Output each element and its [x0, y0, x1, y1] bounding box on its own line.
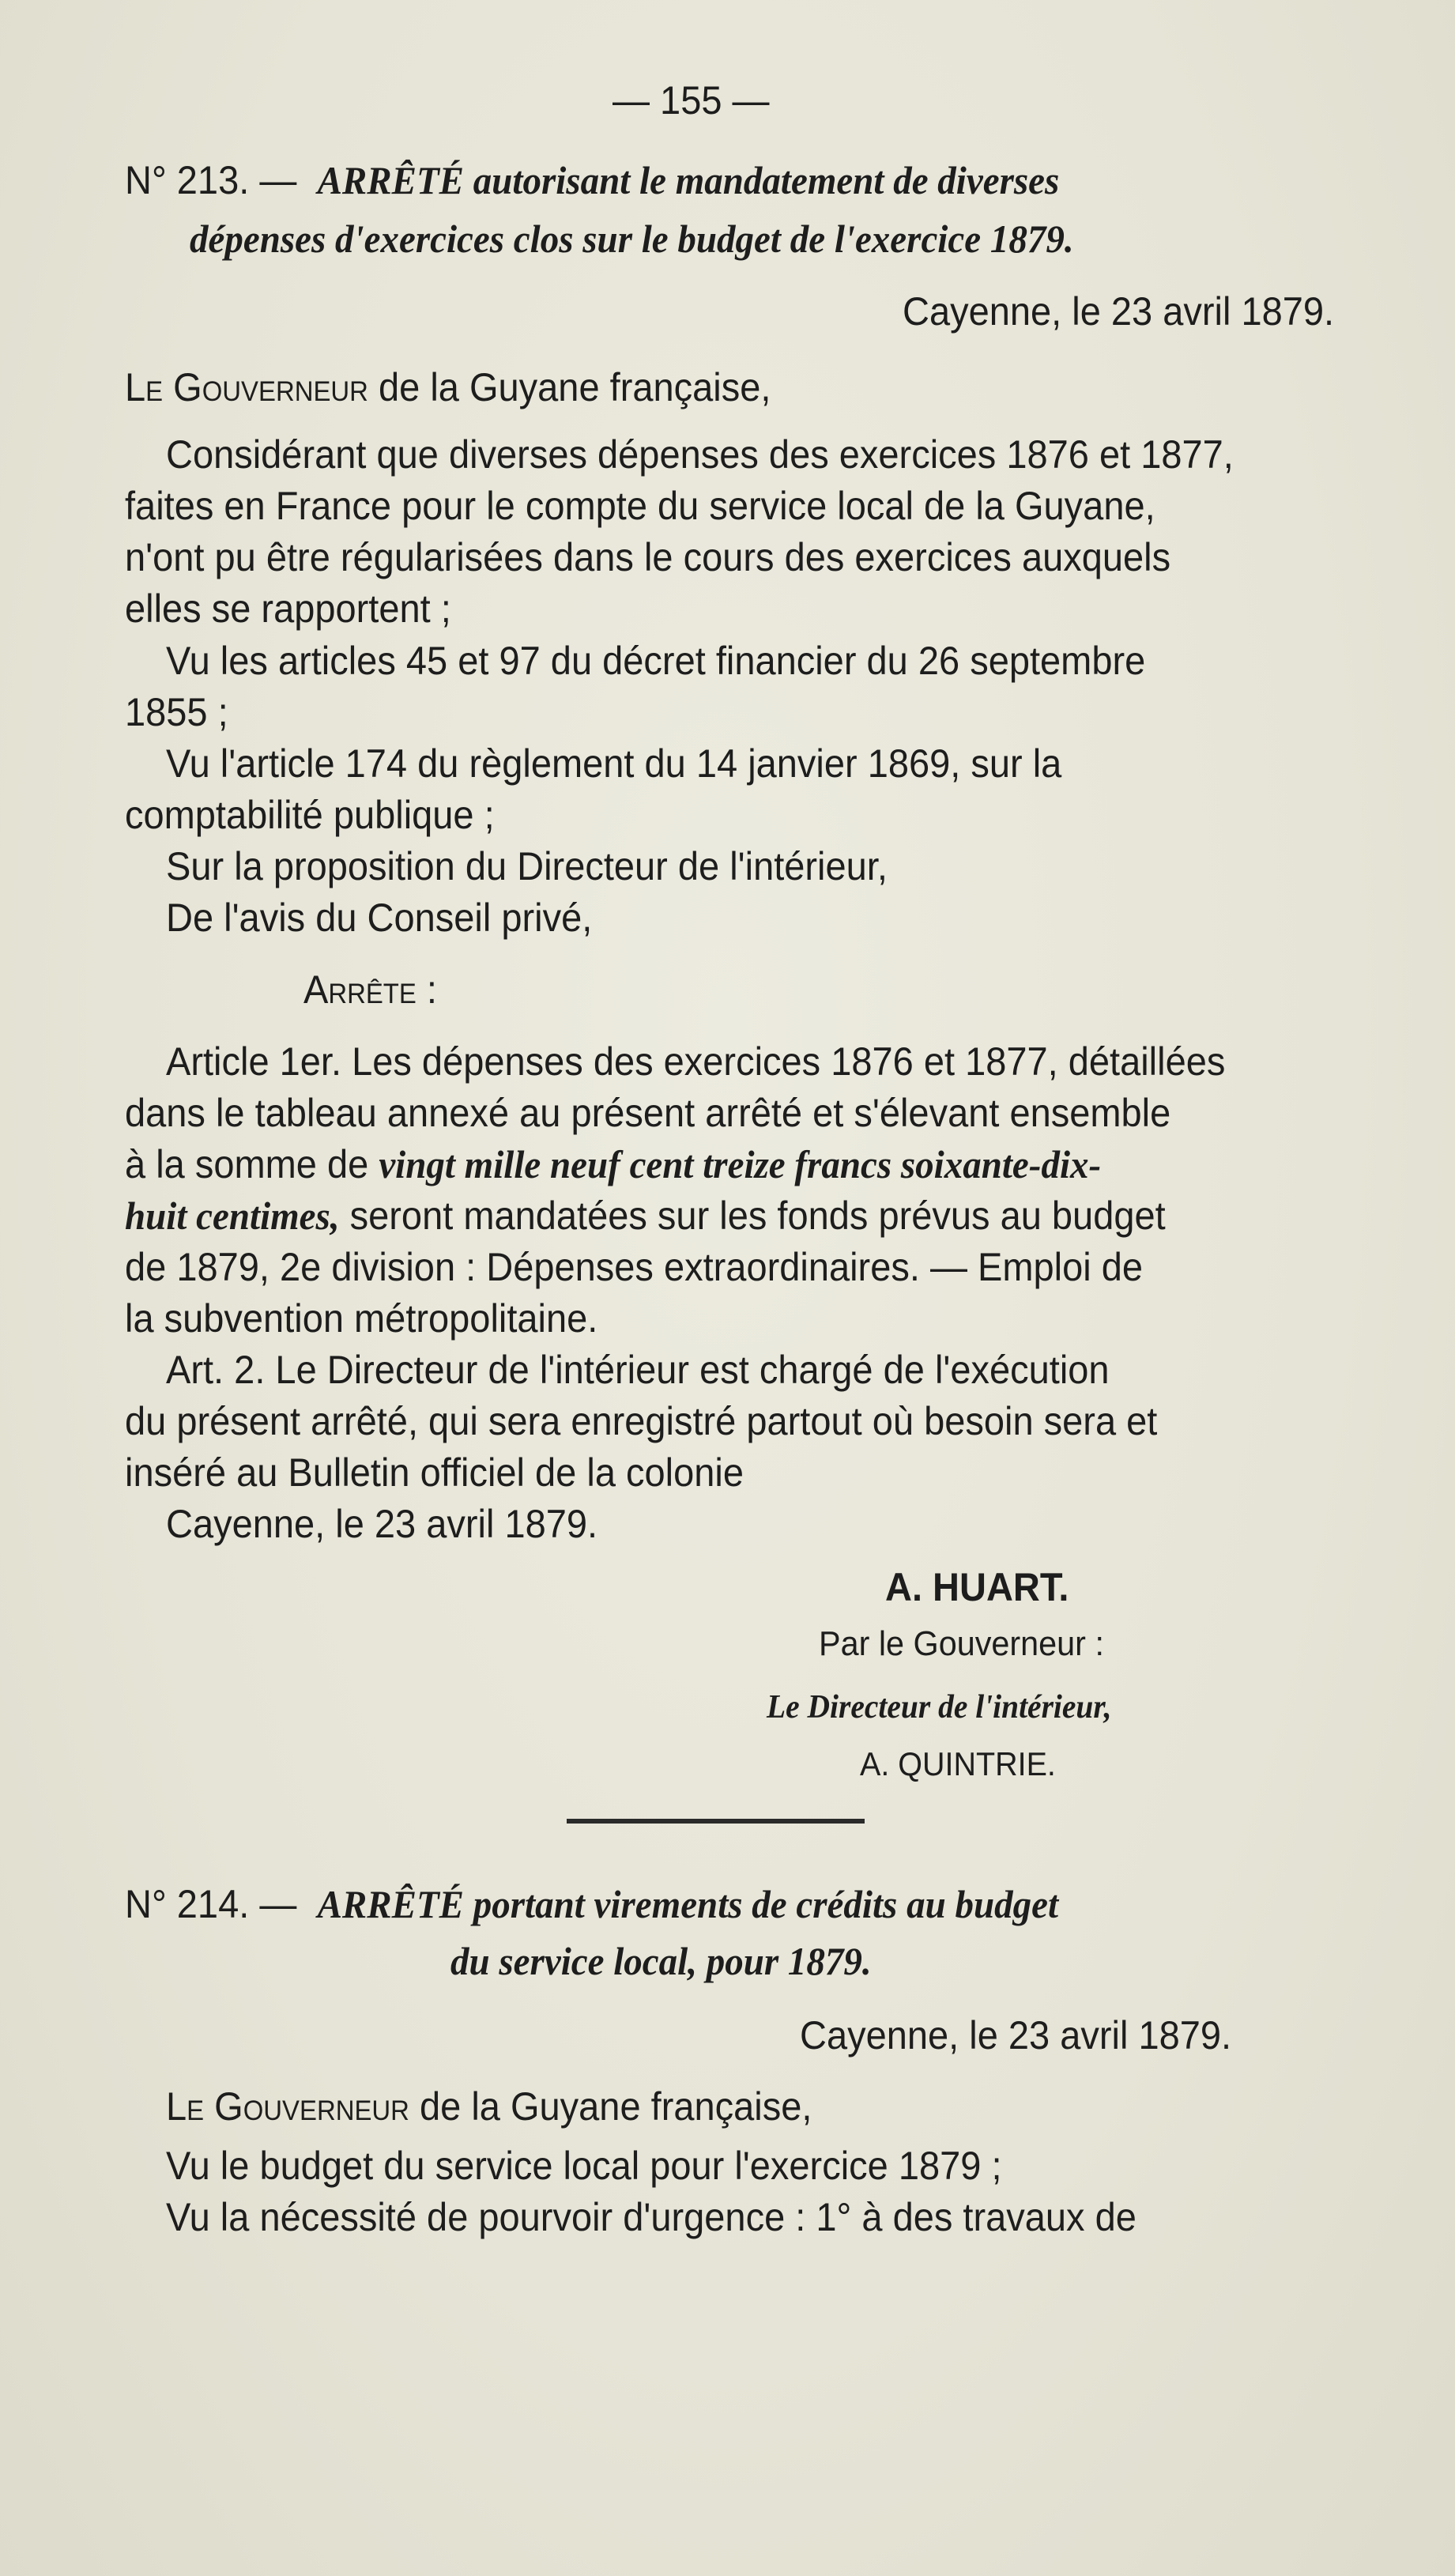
governor-label: Le Gouverneur: [166, 2084, 409, 2129]
considerant-line: Considérant que diverses dépenses des exercices 1876 et 1877,: [166, 432, 1234, 477]
proposition-line: Sur la proposition du Directeur de l'intérieur,: [166, 844, 888, 888]
par-le-gouverneur: Par le Gouverneur :: [819, 1624, 1104, 1663]
vu-articles-line: Vu les articles 45 et 97 du décret financier du 26 septembre: [166, 639, 1146, 683]
article1-amount-text: vingt mille neuf cent treize francs soixante-dix-: [379, 1142, 1102, 1186]
governor-rest: de la Guyane française,: [378, 365, 771, 409]
decree-214-governor: [166, 2083, 812, 2130]
decree-213-governor: [125, 364, 771, 411]
decree-214-place-date: Cayenne, le 23 avril 1879.: [800, 2013, 1232, 2057]
governor-rest: de la Guyane française,: [419, 2084, 812, 2129]
article2-line: inséré au Bulletin officiel de la colonie: [125, 1450, 744, 1495]
article1-line: [125, 1141, 1101, 1188]
considerant-line: elles se rapportent ;: [125, 586, 451, 631]
vu-necessite-line: Vu la nécessité de pourvoir d'urgence : 1° à des travaux de: [166, 2195, 1136, 2239]
article1-line: [125, 1192, 1166, 1239]
decree-214-title-line1: ARRÊTÉ portant virements de crédits au budget: [317, 1882, 1059, 1926]
considerant-line: n'ont pu être régularisées dans le cours des exercices auxquels: [125, 535, 1171, 579]
decree-213-number: N° 213. —: [125, 158, 297, 202]
article1-line: Article 1er. Les dépenses des exercices 1876 et 1877, détaillées: [166, 1039, 1226, 1084]
decree-213-place-date: Cayenne, le 23 avril 1879.: [903, 289, 1335, 334]
section-divider: [567, 1819, 865, 1824]
vu-budget-line: Vu le budget du service local pour l'exercice 1879 ;: [166, 2144, 1002, 2188]
vu-articles-line: 1855 ;: [125, 690, 228, 734]
vu-reglement-line: Vu l'article 174 du règlement du 14 janvier 1869, sur la: [166, 741, 1062, 786]
decree-214-title-line2: du service local, pour 1879.: [450, 1939, 872, 1983]
directeur-title: Le Directeur de l'intérieur,: [767, 1689, 1112, 1726]
article1-line4-rest: seront mandatées sur les fonds prévus au budget: [339, 1194, 1166, 1238]
directeur-name: A. QUINTRIE.: [860, 1745, 1056, 1782]
page-number: — 155 —: [613, 78, 770, 123]
article1-line: de 1879, 2e division : Dépenses extraordinaires. — Emploi de: [125, 1245, 1144, 1289]
arrete-heading: Arrête :: [303, 967, 437, 1012]
vu-reglement-line: comptabilité publique ;: [125, 793, 495, 837]
article1-line: la subvention métropolitaine.: [125, 1296, 598, 1341]
article1-amount-prefix: à la somme de: [125, 1142, 379, 1186]
closing-date: Cayenne, le 23 avril 1879.: [166, 1502, 598, 1546]
decree-213-title-line1: ARRÊTÉ autorisant le mandatement de diverses: [317, 158, 1060, 202]
decree-214-heading: [125, 1880, 1058, 1928]
considerant-line: faites en France pour le compte du service local de la Guyane,: [125, 484, 1155, 528]
article2-line: Art. 2. Le Directeur de l'intérieur est chargé de l'exécution: [166, 1348, 1110, 1392]
decree-213-heading: [125, 157, 1059, 204]
avis-line: De l'avis du Conseil privé,: [166, 896, 593, 940]
article1-line: dans le tableau annexé au présent arrêté et s'élevant ensemble: [125, 1091, 1171, 1135]
signature: A. HUART.: [885, 1565, 1069, 1609]
article2-line: du présent arrêté, qui sera enregistré partout où besoin sera et: [125, 1399, 1158, 1443]
article1-amount-text-end: huit centimes,: [125, 1194, 340, 1238]
decree-213-title-line2: dépenses d'exercices clos sur le budget de l'exercice 1879.: [190, 217, 1074, 261]
decree-214-number: N° 214. —: [125, 1882, 297, 1926]
governor-label: Le Gouverneur: [125, 365, 368, 409]
